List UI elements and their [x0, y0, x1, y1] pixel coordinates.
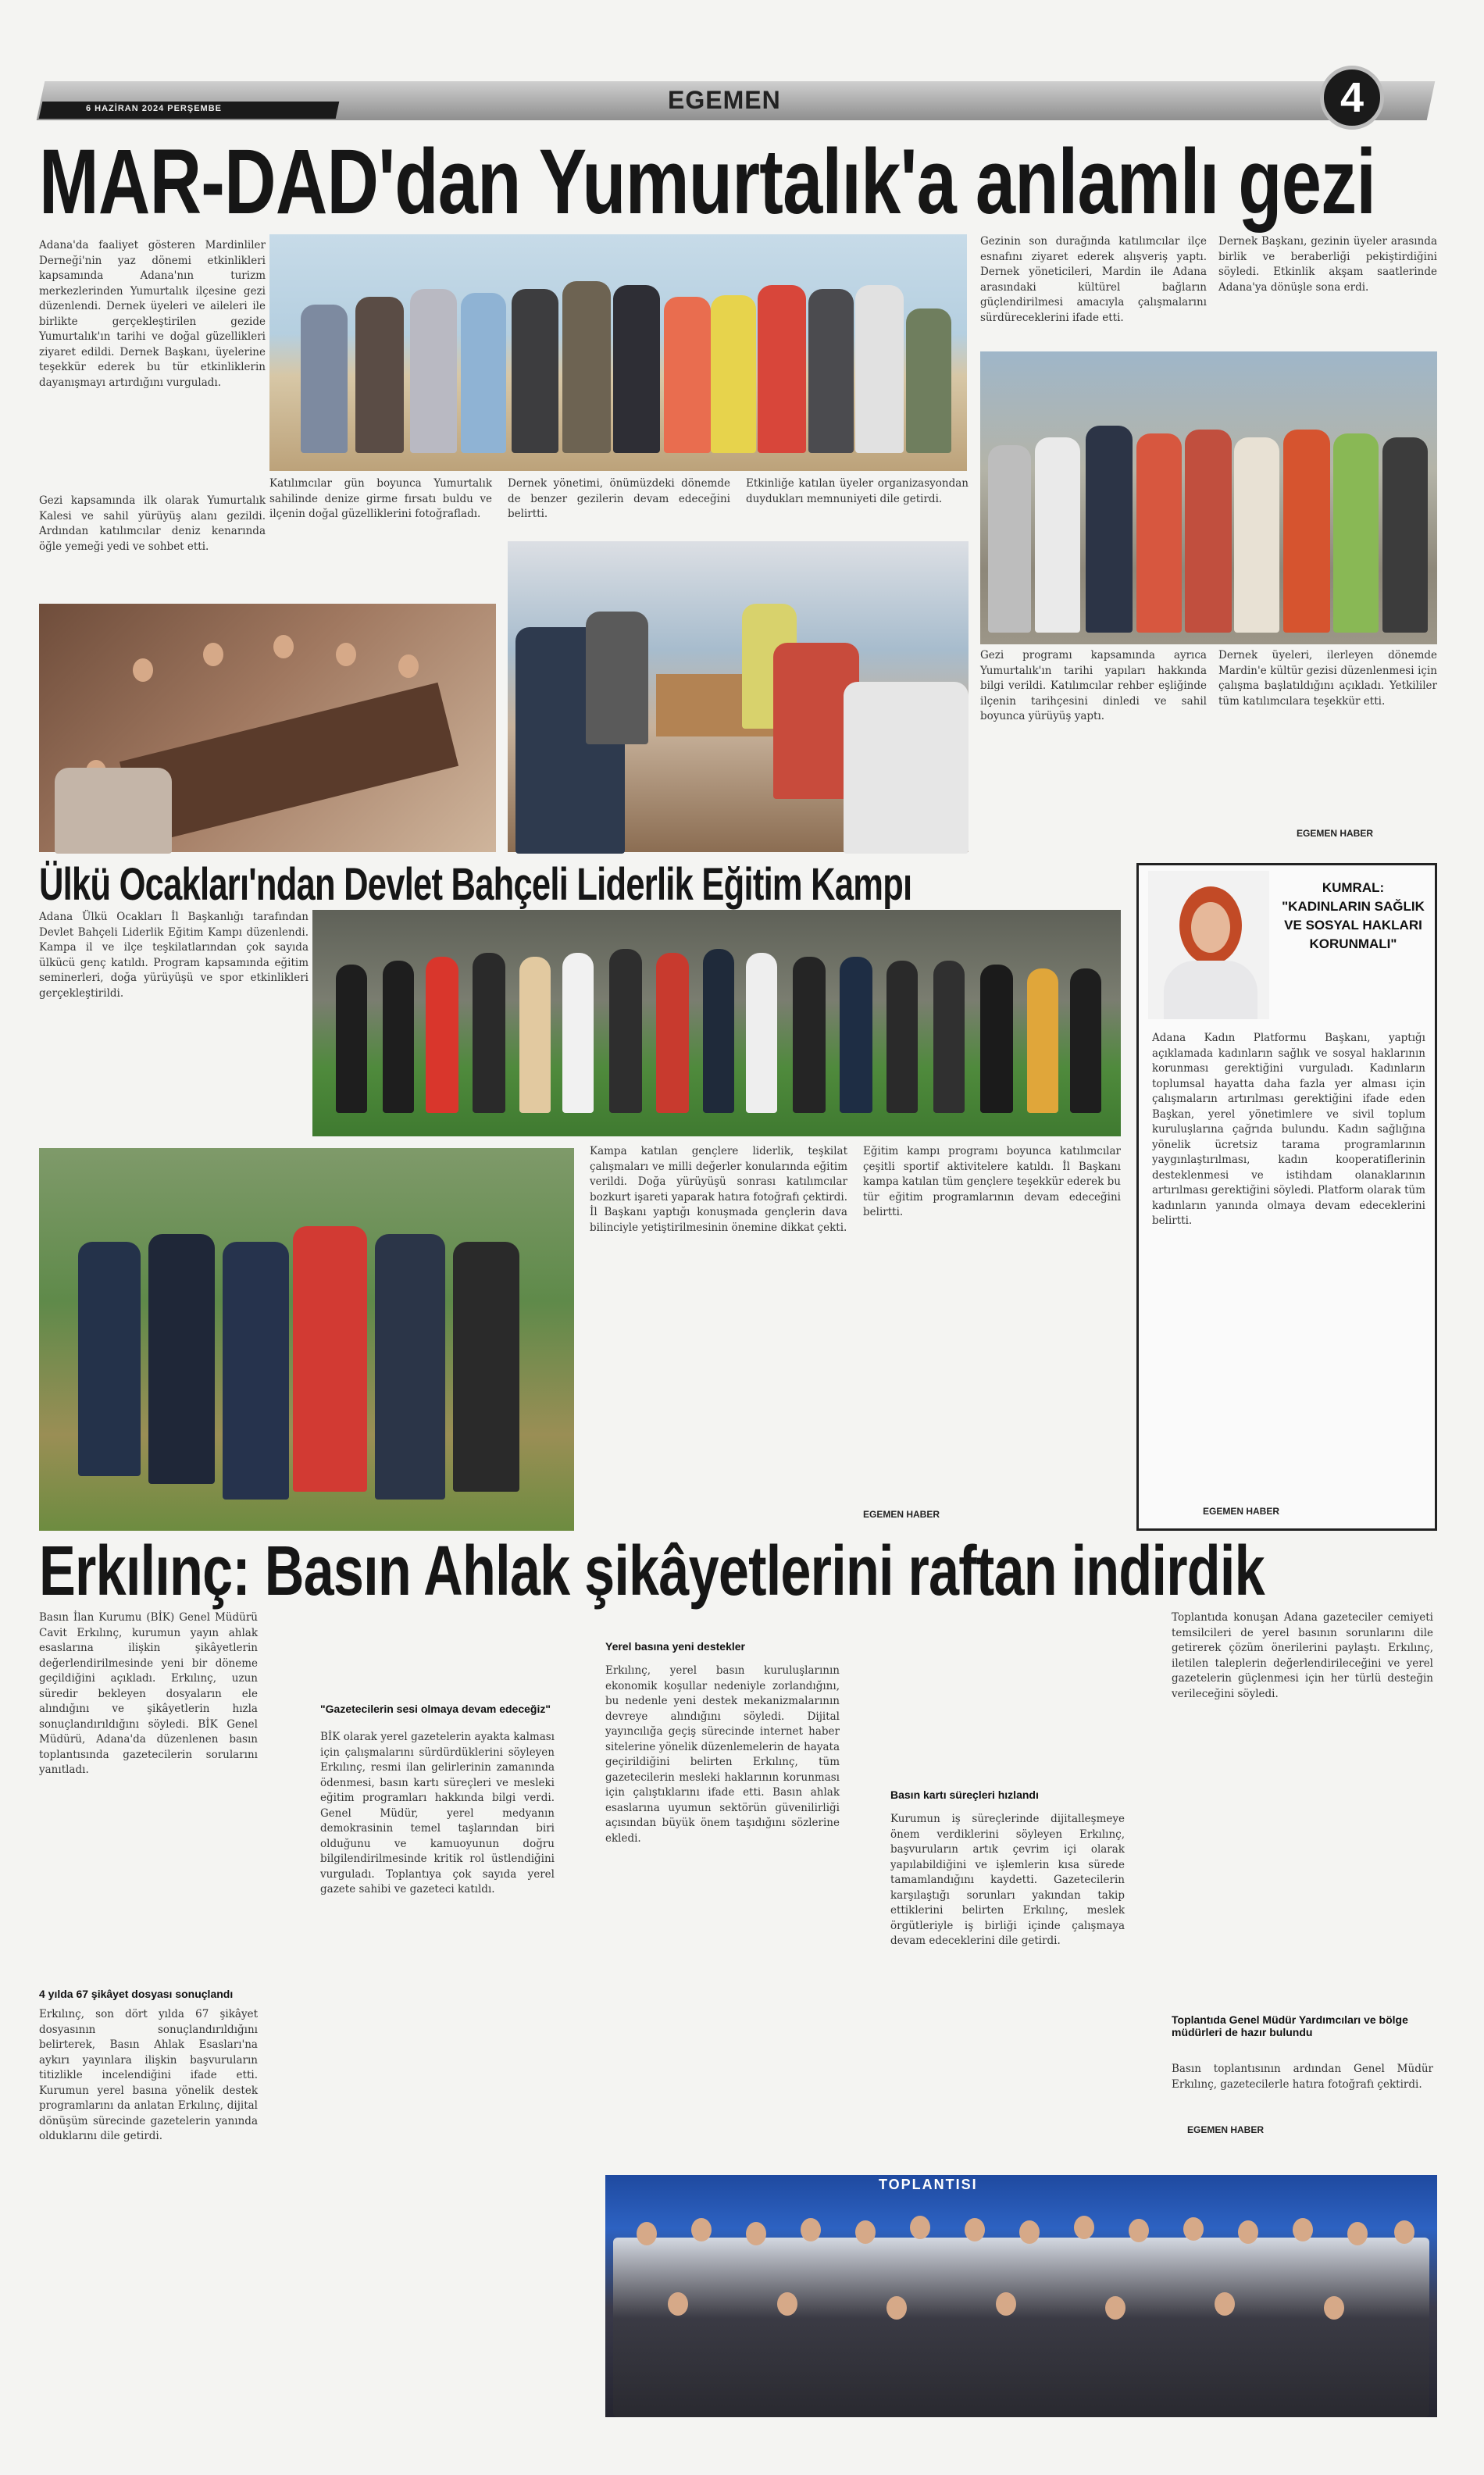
ulku-byline: EGEMEN HABER — [863, 1509, 940, 1520]
mardad-mid-a: Katılımcılar gün boyunca Yumurtalık sahilinde denize girme fırsatı buldu ve ilçenin doğal güzelliklerini fotoğrafladı. — [269, 477, 492, 520]
erkilinc-col3-subhead: Yerel basına yeni destekler — [605, 1640, 745, 1653]
boxed-portrait-photo — [1148, 871, 1269, 1019]
mardad-headline: MAR-DAD'dan Yumurtalık'a anlamlı gezi — [39, 130, 1376, 234]
masthead-paper-name: EGEMEN — [668, 86, 781, 114]
mardad-col4a: Gezinin son durağında katılımcılar ilçe esnafını ziyaret ederek alışveriş yaptı. Dernek yöneticileri, Mardin ile Adana arasındaki kültürel bağların güçlendirilmesi amacıyla çalışmalarını sürdüreceklerini ifade etti. — [980, 235, 1207, 324]
masthead-date: 6 HAZİRAN 2024 PERŞEMBE — [86, 104, 222, 113]
page-number: 4 — [1340, 74, 1364, 121]
mardad-col1: Adana'da faaliyet gösteren Mardinliler Derneği'nin yaz dönemi etkinlikleri kapsamında Adana'nın turizm merkezlerinden Yumurtalık ilçesine gezi düzenlendi. Dernek üyeleri ve aileleri ile birlikte gerçekleştirilen gezide Yumurtalık'ın tarihi ve doğal güzellikleri ziyaret edildi. Dernek Başkanı, üyelerine teşekkür ederek bu tür etkinliklerin dayanışmayı artırdığını vurguladı. — [39, 239, 266, 389]
ulku-forest-salute-photo — [39, 1148, 574, 1531]
mardad-seaside-table-photo — [508, 541, 969, 852]
erkilinc-col2: BİK olarak yerel gazetelerin ayakta kalması için çalışmalarını sürdürdüklerini söyleyen Erkılınç, resmi ilan gelirlerinin zamanında ödenmesi, basın kartı süreçleri ve mesleki eğitim programları hakkında bilgi verdi. Genel Müdür, yerel medyanın demokrasinin temel taşlarından biri olduğunu ve kamuoyunun doğru bilgilendirilmesinde kritik rol üstlendiğini vurguladı. Toplantıya çok sayıda yerel gazete sahibi ve gazeteci katıldı. — [320, 1731, 555, 1895]
boxed-title: KUMRAL: "KADINLARIN SAĞLIK VE SOSYAL HAKLARI KORUNMALI" — [1282, 880, 1425, 951]
boxed-body: Adana Kadın Platformu Başkanı, yaptığı açıklamada kadınların sağlık ve sosyal haklarının korunması gerektiğini vurguladı. Kadınların toplumsal hayatta daha fazla yer alması için çalışmaların artırılması gerektiğini ifade eden Başkan, yerel yönetimlere ve sivil toplum kuruluşlarına çağrıda bulundu. Kadın sağlığına yönelik ücretsiz tarama programlarının yaygınlaştırılması, kadın kooperatiflerinin desteklenmesi ve istihdam olanaklarının artırılması gerektiğini söyledi. Platform olarak tüm kadınların yanında olmaya devam edeceklerini belirtti. — [1152, 1032, 1425, 1227]
ulku-headline: Ülkü Ocakları'ndan Devlet Bahçeli Liderlik Eğitim Kampı — [39, 859, 912, 910]
mardad-group-beach-photo — [269, 234, 967, 471]
erkilinc-col1: Basın İlan Kurumu (BİK) Genel Müdürü Cavit Erkılınç, kurumun yayın ahlak esaslarına ilişkin şikâyetlerin değerlendirilmesinde yeni bir döneme geçildiğini açıkladı. Erkılınç, uzun süredir bekleyen dosyaların ele alındığını ve şikâyetlerin hızla sonuçlandırıldığını söyledi. BİK Genel Müdürü, Adana'da düzenlenen basın toplantısında gazetecilerin sorularını yanıtladı. — [39, 1611, 258, 1776]
mardad-restaurant-photo — [39, 604, 496, 852]
erkilinc-conference-photo — [605, 2175, 1437, 2417]
mardad-col1b: Gezi kapsamında ilk olarak Yumurtalık Kalesi ve sahil yürüyüş alanı gezildi. Ardından katılımcılar deniz kenarında öğle yemeği yedi ve sohbet etti. — [39, 494, 266, 553]
mardad-mid-b: Dernek yönetimi, önümüzdeki dönemde de benzer gezilerin devam edeceğini belirtti. — [508, 477, 730, 520]
mardad-mid-c: Etkinliğe katılan üyeler organizasyondan duydukları memnuniyeti dile getirdi. — [746, 477, 969, 505]
erkilinc-col2-subhead: "Gazetecilerin sesi olmaya devam edeceğiz" — [320, 1703, 551, 1715]
boxed-byline: EGEMEN HABER — [1203, 1506, 1280, 1517]
mardad-col5a: Dernek Başkanı, gezinin üyeler arasında birlik ve beraberliği pekiştirdiğini söyledi. Etkinlik akşam saatlerinde Adana'ya dönüşle sona erdi. — [1218, 235, 1437, 294]
erkilinc-col3: Erkılınç, yerel basın kuruluşlarının ekonomik koşullar nedeniyle zorlandığını, bu nedenle yeni destek mekanizmalarının devreye alındığını söyledi. Dijital yayıncılığa geçiş sürecinde internet haber sitelerine yönelik düzenlemelerin de hayata geçirildiğini belirten Erkılınç, tüm gazetecilerin mesleki haklarının korunması için çalıştıklarını ifade etti. Basın ahlak esaslarına uyumun sektörün güvenilirliği açısından büyük önem taşıdığını sözlerine ekledi. — [605, 1664, 840, 1845]
erkilinc-col1-subhead: 4 yılda 67 şikâyet dosyası sonuçlandı — [39, 1988, 234, 2000]
ulku-intro: Adana Ülkü Ocakları İl Başkanlığı tarafından Devlet Bahçeli Liderlik Eğitim Kampı düzenlendi. Kampa il ve ilçe teşkilatlarından çok sayıda ülkücü genç katıldı. Program kapsamında eğitim seminerleri, doğa yürüyüşü ve spor etkinlikleri gerçekleştirildi. — [39, 911, 309, 1000]
conference-banner-text: TOPLANTISI — [879, 2177, 978, 2192]
erkilinc-col4: Kurumun iş süreçlerinde dijitalleşmeye önem verdiklerini söyleyen Erkılınç, başvuruların artık çevrim içi olarak yapılabildiğini ve işlemlerin kısa sürede tamamlandığını kaydetti. Gazetecilerin karşılaştığı sorunları yakından takip ettiklerini belirten Erkılınç, meslek örgütleriyle iş birliği içinde çalışmaya devam edeceklerini dile getirdi. — [890, 1813, 1125, 1947]
erkilinc-headline: Erkılınç: Basın Ahlak şikâyetlerini raftan indirdik — [39, 1532, 1265, 1610]
mardad-col5b: Dernek üyeleri, ilerleyen dönemde Mardin'e kültür gezisi düzenlenmesi için çalışma başlatıldığını açıkladı. Yetkililer tüm katılımcılara teşekkür etti. — [1218, 649, 1437, 708]
erkilinc-col5b: Basın toplantısının ardından Genel Müdür Erkılınç, gazetecilerle hatıra fotoğrafı çektirdi. — [1172, 2063, 1433, 2091]
mardad-col4b: Gezi programı kapsamında ayrıca Yumurtalık'ın tarihi yapıları hakkında bilgi verildi. Katılımcılar rehber eşliğinde ilçenin tarihçesini dinledi ve sahil boyunca yürüyüş yaptı. — [980, 649, 1207, 722]
mardad-byline: EGEMEN HABER — [1297, 828, 1374, 839]
erkilinc-col4-subhead: Basın kartı süreçleri hızlandı — [890, 1788, 1039, 1801]
ulku-col-a: Kampa katılan gençlere liderlik, teşkilat çalışmaları ve milli değerler konularında eğitim verildi. Doğa yürüyüşü sonrası katılımcılar bozkurt işareti yaparak hatıra fotoğrafı çektirdi. İl Başkanı yaptığı konuşmada gençlerin dava bilinciyle yetiştirilmesinin önemine dikkat çekti. — [590, 1145, 847, 1234]
ulku-col-b: Eğitim kampı programı boyunca katılımcılar çeşitli sportif aktivitelere katıldı. İl Başkanı kampa katılan tüm gençlere teşekkür ederek bu tür eğitim programlarının devam edeceğini belirtti. — [863, 1145, 1121, 1218]
erkilinc-col5-subhead: Toplantıda Genel Müdür Yardımcıları ve bölge müdürleri de hazır bulundu — [1172, 2013, 1408, 2038]
erkilinc-byline: EGEMEN HABER — [1187, 2124, 1265, 2135]
page-number-badge — [1320, 66, 1384, 130]
erkilinc-col1b: Erkılınç, son dört yılda 67 şikâyet dosyasının sonuçlandırıldığını belirterek, Basın Ahlak Esasları'na aykırı yayınlara ilişkin başvuruların titizlikle incelendiğini ifade etti. Kurumun yerel basına yönelik destek programlarını da anlatan Erkılınç, dijital dönüşüm sürecinde gazetelerin yanında olduklarını dile getirdi. — [39, 2008, 258, 2142]
mardad-street-group-photo — [980, 351, 1437, 644]
ulku-field-group-photo — [312, 910, 1121, 1136]
erkilinc-col5: Toplantıda konuşan Adana gazeteciler cemiyeti temsilcileri de yerel basının sorunlarını dile getirerek çözüm önerilerini paylaştı. Erkılınç, iletilen taleplerin değerlendirileceğini ve yerel gazetelerin güçlenmesi için her türlü desteğin verileceğini söyledi. — [1172, 1611, 1433, 1700]
